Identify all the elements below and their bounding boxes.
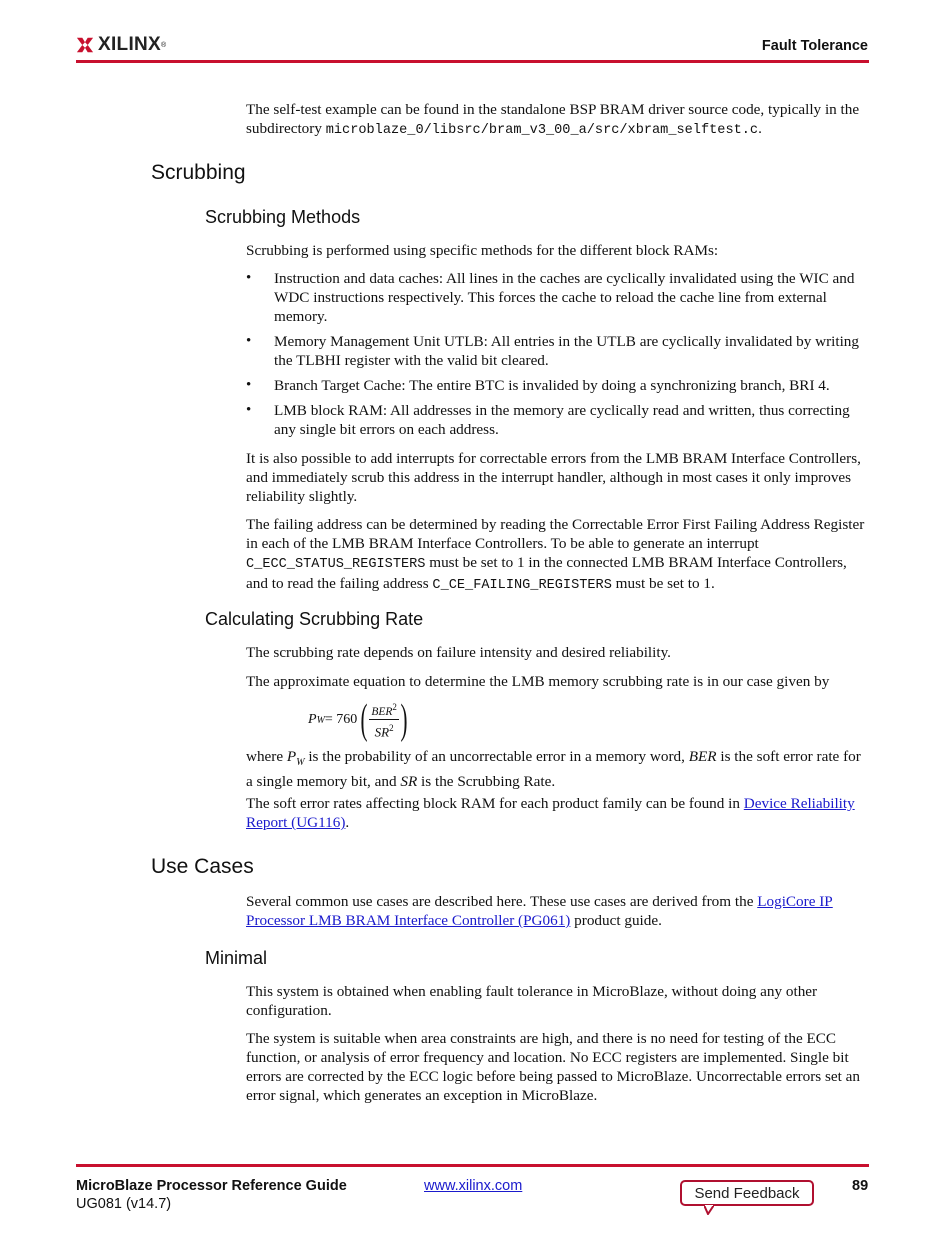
where-paragraph [246,747,870,791]
bullet-icon: • [246,270,252,286]
selftest-text: The self-test example can be found in the standalone BSP BRAM driver source code, typically in the subdirectory [246,101,860,137]
xilinx-logo [76,34,166,56]
scrubbing-rate-paragraph [246,643,870,662]
logo-wordmark: XILINX [98,34,162,55]
denominator-text: SR [374,724,390,740]
list-item [246,401,870,439]
running-header-title: Fault Tolerance [761,38,868,54]
bullet-icon: • [246,377,252,393]
text-run: . [345,814,350,831]
pg061-link[interactable]: LogiCore IP Processor LMB BRAM Interface Controller (PG061) [246,893,833,929]
list-item-text: Memory Management Unit UTLB: All entries in the UTLB are cyclically invalidated by writing the TLBHI register with the valid bit cleared. [274,333,859,369]
interrupts-paragraph [246,449,870,506]
text-run: must be set to 1. [611,575,715,592]
equation-denominator [375,720,394,740]
pw-subscript: W [296,757,305,769]
heading-use-cases: Use Cases [151,855,254,878]
sr-symbol: SR [400,773,418,791]
list-item [246,376,870,395]
heading-calculating-scrubbing-rate: Calculating Scrubbing Rate [205,609,424,629]
xilinx-logo-icon [76,36,94,54]
list-item [246,269,870,326]
minimal-paragraph-2 [246,1029,870,1105]
heading-scrubbing-methods: Scrubbing Methods [205,207,361,227]
text-run: is the probability of an uncorrectable error in a memory word, [304,748,689,765]
use-cases-intro-paragraph [246,892,870,930]
paragraph: Scrubbing is performed using specific methods for the different block RAMs: [246,242,719,259]
logo-registered-mark: ® [161,41,167,49]
bullet-icon: • [246,402,252,418]
text-run: Several common use cases are described here. These use cases are derived from the [246,893,758,910]
equation-lhs-subscript: W [316,714,325,726]
heading-minimal: Minimal [205,948,268,968]
equation-intro-paragraph [246,672,870,691]
text-run: is the Scrubbing Rate. [417,773,556,791]
send-feedback-button[interactable]: Send Feedback [680,1180,814,1206]
paragraph: This system is obtained when enabling fault tolerance in MicroBlaze, without doing any other configuration. [246,983,818,1019]
bullet-icon: • [246,333,252,349]
feedback-bubble-tail-icon [704,1205,714,1215]
list-item-text: LMB block RAM: All addresses in the memory are cyclically read and written, thus correcting any single bit errors on each address. [274,402,850,438]
paragraph: It is also possible to add interrupts for correctable errors from the LMB BRAM Interface Controllers, and immediately scrub this address in the interrupt handler, although in most cases it only improves reliability slightly. [246,450,861,505]
denominator-exponent: 2 [389,722,394,733]
list-item [246,332,870,370]
page-number: 89 [852,1178,869,1194]
text-run: must be set to 1 in the connected LMB BRAM Interface Controllers, and to read the failing address [246,554,847,592]
selftest-period: . [758,120,762,137]
header-rule [76,60,869,63]
heading-scrubbing: Scrubbing [151,161,246,184]
page-header [76,28,868,62]
numerator-text: BER [371,705,393,718]
selftest-paragraph [246,100,870,140]
pw-symbol: P [286,748,297,765]
ber-symbol: BER [688,748,717,765]
text-run: where [246,748,287,765]
numerator-exponent: 2 [392,701,397,712]
right-paren-icon: ) [400,697,408,743]
code-ce-failing-registers: C_CE_FAILING_REGISTERS [432,578,612,593]
text-run: The failing address can be determined by reading the Correctable Error First Failing Address Register in each of the LMB BRAM Interface Controllers. To be able to generate an interrupt [246,516,865,552]
footer-doc-id: UG081 (v14.7) [76,1196,172,1212]
scrubbing-rate-equation [308,698,411,742]
equation-fraction [369,700,399,740]
footer-xilinx-link[interactable]: www.xilinx.com [424,1178,523,1194]
failing-address-paragraph [246,515,870,595]
paragraph: The system is suitable when area constraints are high, and there is no need for testing of the ECC function, or analysis of error frequency and location. No ECC registers are implemented. Single bit errors are corrected by the ECC logic before being passed to MicroBlaze. Uncorrectable errors set an error signal, which generates an exception in MicroBlaze. [246,1030,860,1104]
footer-guide-title: MicroBlaze Processor Reference Guide [76,1178,347,1194]
list-item-text: Branch Target Cache: The entire BTC is invalided by doing a synchronizing branch, BRI 4. [274,377,830,394]
selftest-path: microblaze_0/libsrc/bram_v3_00_a/src/xbram_selftest.c [325,123,759,138]
minimal-paragraph-1 [246,982,870,1020]
equation-numerator [369,700,399,720]
text-run: product guide. [570,912,662,929]
footer-rule [76,1164,869,1167]
text-run: is the soft error rate for a single memory bit, and [246,748,861,791]
paragraph: The approximate equation to determine the LMB memory scrubbing rate is in our case given by [246,673,830,690]
paragraph: The scrubbing rate depends on failure intensity and desired reliability. [246,644,671,661]
scrubbing-methods-lead [246,241,870,260]
text-run: The soft error rates affecting block RAM for each product family can be found in [246,795,744,812]
code-ecc-status-registers: C_ECC_STATUS_REGISTERS [246,557,426,572]
soft-error-paragraph [246,794,870,832]
device-reliability-report-link[interactable]: Device Reliability Report (UG116) [246,795,855,831]
left-paren-icon: ( [360,697,368,743]
list-item-text: Instruction and data caches: All lines in the caches are cyclically invalidated using the WIC and WDC instructions respectively. This forces the cache to reload the cache line from external memory. [274,270,855,325]
equation-lhs: P [308,712,317,727]
equation-equals: = 760 [324,712,358,727]
